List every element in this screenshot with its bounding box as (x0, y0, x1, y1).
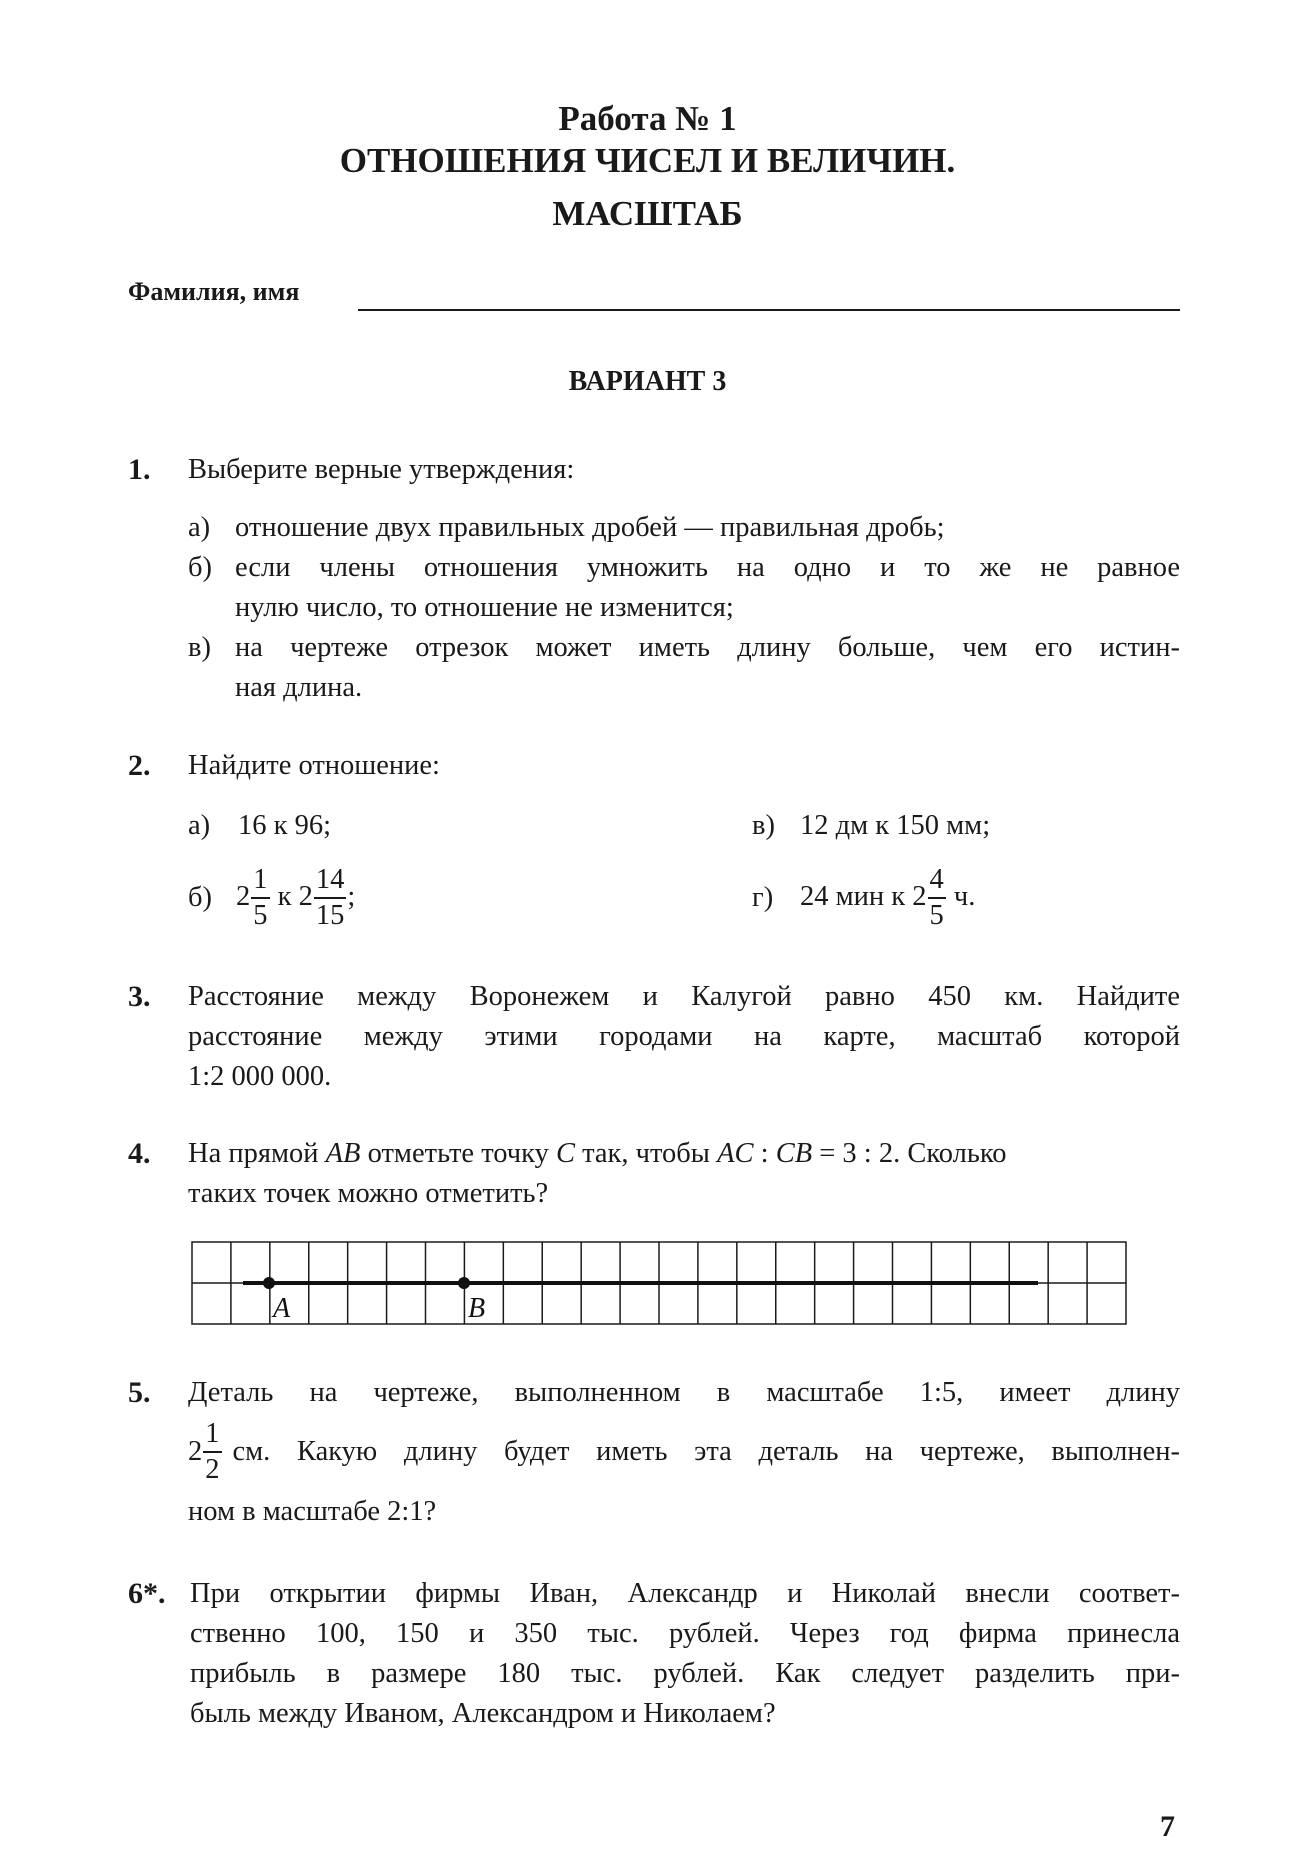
page-number: 7 (1160, 1810, 1175, 1843)
task2-a-text: 16 к 96; (238, 810, 332, 841)
task1-item-b-line2: нулю число, то отношение не изменится; (235, 592, 734, 623)
task1-item-a-label: а) (188, 512, 211, 543)
task3-line1: Расстояние между Воронежем и Калугой равно 450 км. Найдите (188, 981, 1180, 1012)
task2-b-label: б) (188, 882, 212, 913)
task5-line1: Деталь на чертеже, выполненном в масштабе 1:5, имеет длину (188, 1377, 1180, 1408)
task4-point-c: C (555, 1138, 575, 1169)
task1-prompt: Выберите верные утверждения: (188, 454, 575, 485)
task3-number: 3. (128, 980, 151, 1013)
task1-number: 1. (128, 453, 151, 486)
task6-line3: прибыль в размере 180 тыс. рублей. Как следует разделить при- (190, 1658, 1180, 1689)
task2-b-connector: к (277, 881, 292, 912)
task2-b-end: ; (347, 881, 356, 912)
point-a-dot[interactable] (263, 1277, 275, 1289)
task1-item-b-label: б) (188, 552, 212, 583)
point-b-dot[interactable] (458, 1277, 470, 1289)
task5-number: 5. (128, 1376, 151, 1409)
task4-line-ab: AB (325, 1138, 361, 1169)
task2-g-end: ч. (953, 881, 976, 912)
topic-title-line1: ОТНОШЕНИЯ ЧИСЕЛ И ВЕЛИЧИН. (339, 141, 956, 180)
task2-prompt: Найдите отношение: (188, 750, 440, 781)
work-title: Работа № 1 (558, 99, 737, 138)
task2-b-whole1: 2 (236, 881, 251, 912)
task5-fraction (203, 1420, 221, 1484)
task6-line1: При открытии фирмы Иван, Александр и Николай внесли соответ- (190, 1578, 1180, 1609)
task4-line1 (188, 1134, 1180, 1174)
task4-grid-svg (191, 1241, 1127, 1325)
task5-numerator: 1 (203, 1420, 221, 1453)
task2-g-expression (800, 860, 975, 936)
task2-b-fraction1 (251, 866, 269, 930)
task4-line1-part1: На прямой (188, 1138, 326, 1169)
task4-segment-ac: AC (717, 1138, 754, 1169)
task2-b-fraction2 (314, 866, 347, 930)
task5-line2 (188, 1414, 1180, 1490)
task4-line1-part4: : (753, 1138, 776, 1169)
task4-line1-part3: так, чтобы (574, 1138, 718, 1169)
task2-b-whole2: 2 (298, 881, 313, 912)
task6-line2: ственно 100, 150 и 350 тыс. рублей. Через год фирма принесла (190, 1618, 1180, 1649)
task2-v-label: в) (752, 810, 775, 841)
task2-b-numerator1: 1 (251, 866, 269, 899)
task5-whole: 2 (188, 1436, 203, 1467)
point-a-label: A (273, 1293, 291, 1324)
task5-denominator: 2 (205, 1453, 220, 1485)
task2-number: 2. (128, 749, 151, 782)
task2-g-whole: 2 (912, 881, 927, 912)
task4-line1-part2: отметьте точку (360, 1138, 556, 1169)
task1-item-v-label: в) (188, 632, 211, 663)
task4-line2: таких точек можно отметить? (188, 1178, 549, 1209)
task1-item-v-line1: на чертеже отрезок может иметь длину больше, чем его истин- (235, 632, 1180, 663)
task4-segment-cb: CB (775, 1138, 813, 1169)
point-b-label: B (468, 1293, 486, 1324)
task5-line3: ном в масштабе 2:1? (188, 1496, 437, 1527)
task2-b-numerator2: 14 (314, 866, 347, 899)
task4-number: 4. (128, 1137, 151, 1170)
task3-line2: расстояние между этими городами на карте, масштаб которой (188, 1021, 1180, 1052)
task2-g-fraction (928, 866, 946, 930)
task6-number: 6*. (128, 1577, 166, 1610)
task1-item-a-text: отношение двух правильных дробей — правильная дробь; (235, 512, 945, 543)
task1-item-v-line2: ная длина. (235, 672, 363, 703)
task5-line2-text: см. Какую длину будет иметь эта деталь на чертеже, выполнен- (232, 1436, 1180, 1467)
task2-b-expression (236, 860, 355, 936)
task2-b-denominator1: 5 (253, 899, 268, 931)
task4-line1-part5: = 3 : 2. Сколько (812, 1138, 1007, 1169)
task4-grid[interactable] (191, 1241, 1127, 1325)
task2-v-text: 12 дм к 150 мм; (800, 810, 991, 841)
name-label: Фамилия, имя (128, 277, 300, 306)
task6-line4: быль между Иваном, Александром и Николаем? (190, 1698, 776, 1729)
task2-a-label: а) (188, 810, 211, 841)
variant-heading: ВАРИАНТ 3 (568, 366, 727, 397)
task2-g-denominator: 5 (929, 899, 944, 931)
task1-item-b-line1: если члены отношения умножить на одно и то же не равное (235, 552, 1180, 583)
task2-g-pre: 24 мин к (800, 881, 906, 912)
name-input-line[interactable] (358, 309, 1180, 311)
task2-b-denominator2: 15 (315, 899, 345, 931)
topic-title-line2: МАСШТАБ (552, 194, 743, 233)
task2-g-label: г) (752, 882, 774, 913)
task3-line3: 1:2 000 000. (188, 1061, 332, 1092)
task2-g-numerator: 4 (928, 866, 946, 899)
